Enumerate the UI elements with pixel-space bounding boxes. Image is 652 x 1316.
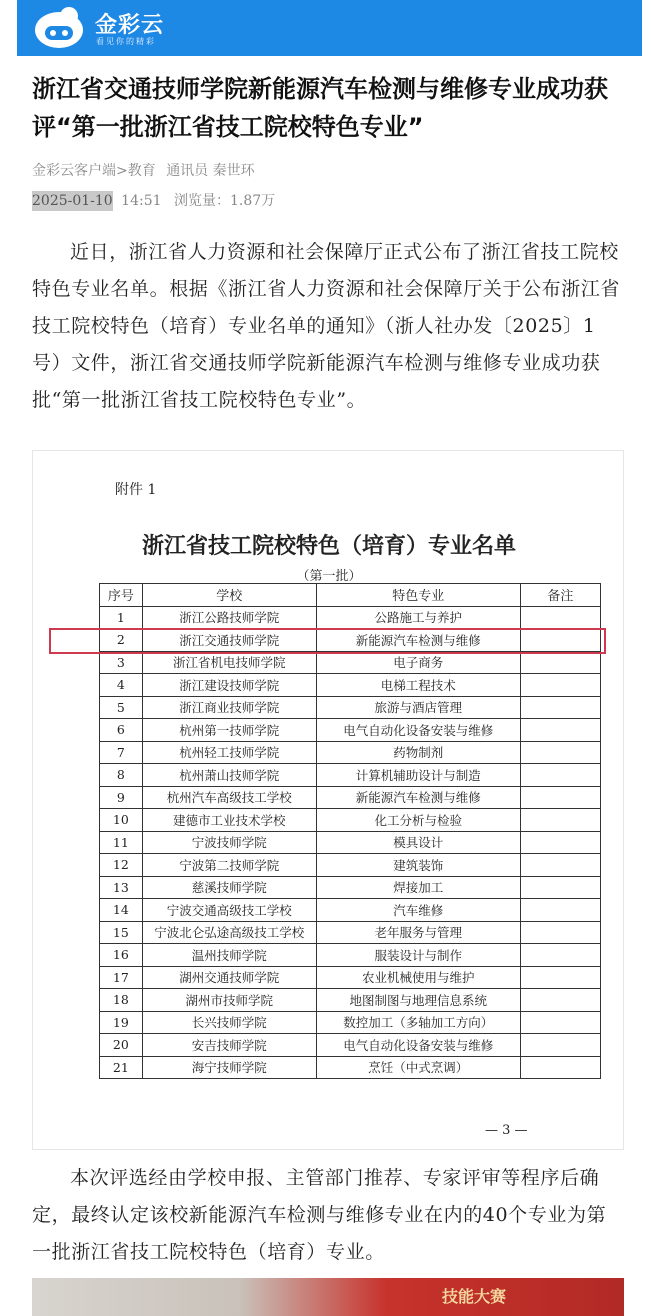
article-paragraph-2: 本次评选经由学校申报、主管部门推荐、专家评审等程序后确定，最终认定该校新能源汽车检测与维修专业在内的40个专业为第一批浙江省技工院校特色（培育）专业。 bbox=[32, 1167, 607, 1263]
table-cell: 10 bbox=[100, 809, 143, 832]
table-cell: 1 bbox=[100, 606, 143, 629]
table-cell: 17 bbox=[100, 966, 143, 989]
table-row bbox=[100, 989, 601, 1012]
table-cell: 湖州交通技师学院 bbox=[142, 966, 316, 989]
table-cell: 电气自动化设备安装与维修 bbox=[316, 719, 520, 742]
brand-slogan: 看见你的精彩 bbox=[96, 37, 156, 46]
table-cell: 浙江公路技师学院 bbox=[142, 606, 316, 629]
document-subtitle: （第一批） bbox=[296, 569, 362, 584]
table-cell: 20 bbox=[100, 1034, 143, 1057]
table-cell bbox=[520, 876, 600, 899]
table-cell: 安吉技师学院 bbox=[142, 1034, 316, 1057]
article-date-line bbox=[32, 190, 275, 210]
table-cell: 13 bbox=[100, 876, 143, 899]
table-cell: 杭州第一技师学院 bbox=[142, 719, 316, 742]
table-cell: 3 bbox=[100, 651, 143, 674]
table-cell: 宁波交通高级技工学校 bbox=[142, 899, 316, 922]
table-cell: 公路施工与养护 bbox=[316, 606, 520, 629]
table-cell: 建筑装饰 bbox=[316, 854, 520, 877]
document-annex: 附件 1 bbox=[115, 482, 157, 498]
table-cell bbox=[520, 854, 600, 877]
table-row bbox=[100, 899, 601, 922]
table-cell: 浙江省机电技师学院 bbox=[142, 651, 316, 674]
table-row bbox=[100, 921, 601, 944]
table-header: 序号 bbox=[100, 584, 143, 607]
table-cell bbox=[520, 719, 600, 742]
table-row bbox=[100, 1056, 601, 1079]
table-cell bbox=[520, 1034, 600, 1057]
table-cell: 温州技师学院 bbox=[142, 944, 316, 967]
table-cell: 16 bbox=[100, 944, 143, 967]
table-cell: 长兴技师学院 bbox=[142, 1011, 316, 1034]
table-cell: 慈溪技师学院 bbox=[142, 876, 316, 899]
article-time: 14:51 bbox=[121, 193, 162, 209]
table-row bbox=[100, 696, 601, 719]
table-row bbox=[100, 606, 601, 629]
table-header: 特色专业 bbox=[316, 584, 520, 607]
table-cell: 烹饪（中式烹调） bbox=[316, 1056, 520, 1079]
table-cell: 9 bbox=[100, 786, 143, 809]
table-cell bbox=[520, 651, 600, 674]
table-cell bbox=[520, 696, 600, 719]
table-cell bbox=[520, 786, 600, 809]
table-row bbox=[100, 651, 601, 674]
table-row bbox=[100, 674, 601, 697]
table-row bbox=[100, 764, 601, 787]
article-views: 浏览量：1.87万 bbox=[173, 193, 276, 209]
table-cell: 浙江交通技师学院 bbox=[142, 629, 316, 652]
article-source-line bbox=[32, 160, 261, 180]
table-cell: 地图制图与地理信息系统 bbox=[316, 989, 520, 1012]
table-row bbox=[100, 831, 601, 854]
table-row bbox=[100, 786, 601, 809]
table-cell: 服装设计与制作 bbox=[316, 944, 520, 967]
table-cell: 电梯工程技术 bbox=[316, 674, 520, 697]
article-author: 通讯员 秦世环 bbox=[166, 163, 255, 179]
table-cell: 19 bbox=[100, 1011, 143, 1034]
table-cell bbox=[520, 1056, 600, 1079]
photo-text: 技能大赛 bbox=[442, 1287, 507, 1306]
table-row bbox=[100, 1034, 601, 1057]
table-row bbox=[100, 876, 601, 899]
table-cell bbox=[520, 809, 600, 832]
table-cell: 电子商务 bbox=[316, 651, 520, 674]
table-cell: 浙江商业技师学院 bbox=[142, 696, 316, 719]
table-cell bbox=[520, 606, 600, 629]
table-row bbox=[100, 741, 601, 764]
table-header-row bbox=[100, 584, 601, 607]
table-cell: 杭州轻工技师学院 bbox=[142, 741, 316, 764]
table-cell: 建德市工业技术学校 bbox=[142, 809, 316, 832]
table-row bbox=[100, 809, 601, 832]
table-cell bbox=[520, 764, 600, 787]
table-cell: 7 bbox=[100, 741, 143, 764]
table-cell: 15 bbox=[100, 921, 143, 944]
table-cell: 化工分析与检验 bbox=[316, 809, 520, 832]
table-header: 学校 bbox=[142, 584, 316, 607]
table-cell: 浙江建设技师学院 bbox=[142, 674, 316, 697]
brand-name: 金彩云 bbox=[95, 13, 165, 38]
article-title: 浙江省交通技师学院新能源汽车检测与维修专业成功获评“第一批浙江省技工院校特色专业” bbox=[32, 75, 608, 141]
table-row bbox=[100, 944, 601, 967]
table-cell: 12 bbox=[100, 854, 143, 877]
table-cell: 18 bbox=[100, 989, 143, 1012]
table-cell bbox=[520, 989, 600, 1012]
table-row bbox=[100, 1011, 601, 1034]
article-source[interactable]: 金彩云客户端>教育 bbox=[32, 163, 156, 179]
table-cell bbox=[520, 921, 600, 944]
logo-icon[interactable] bbox=[33, 6, 85, 50]
table-cell: 宁波北仑弘途高级技工学校 bbox=[142, 921, 316, 944]
table-cell: 杭州汽车高级技工学校 bbox=[142, 786, 316, 809]
table-cell: 新能源汽车检测与维修 bbox=[316, 629, 520, 652]
table-cell: 农业机械使用与维护 bbox=[316, 966, 520, 989]
table-cell bbox=[520, 741, 600, 764]
article-paragraph-1: 近日，浙江省人力资源和社会保障厅正式公布了浙江省技工院校特色专业名单。根据《浙江省人力资源和社会保障厅关于公布浙江省技工院校特色（培育）专业名单的通知》（浙人社办发〔2025〕1号）文件，浙江省交通技师学院新能源汽车检测与维修专业成功获批“第一批浙江省技工院校特色专业”。 bbox=[32, 241, 621, 411]
table-row bbox=[100, 966, 601, 989]
table-cell: 旅游与酒店管理 bbox=[316, 696, 520, 719]
table-cell bbox=[520, 674, 600, 697]
article-photo[interactable] bbox=[32, 1278, 624, 1316]
table-cell: 电气自动化设备安装与维修 bbox=[316, 1034, 520, 1057]
table-cell: 数控加工（多轴加工方向） bbox=[316, 1011, 520, 1034]
table-header: 备注 bbox=[520, 584, 600, 607]
app-header bbox=[17, 0, 642, 56]
table-cell: 2 bbox=[100, 629, 143, 652]
document-image[interactable] bbox=[32, 450, 624, 1150]
table-cell bbox=[520, 899, 600, 922]
document-title: 浙江省技工院校特色（培育）专业名单 bbox=[141, 534, 516, 559]
article-date: 2025-01-10 bbox=[32, 193, 113, 209]
document-page-number: — 3 — bbox=[485, 1123, 528, 1138]
table-cell: 新能源汽车检测与维修 bbox=[316, 786, 520, 809]
table-cell: 杭州萧山技师学院 bbox=[142, 764, 316, 787]
table-cell: 老年服务与管理 bbox=[316, 921, 520, 944]
table-cell bbox=[520, 831, 600, 854]
table-cell: 模具设计 bbox=[316, 831, 520, 854]
table-cell: 宁波第二技师学院 bbox=[142, 854, 316, 877]
table-cell: 宁波技师学院 bbox=[142, 831, 316, 854]
table-cell: 汽车维修 bbox=[316, 899, 520, 922]
table-cell: 4 bbox=[100, 674, 143, 697]
table-cell: 8 bbox=[100, 764, 143, 787]
table-body bbox=[100, 606, 601, 1079]
table-cell: 6 bbox=[100, 719, 143, 742]
table-cell bbox=[520, 966, 600, 989]
table-cell: 海宁技师学院 bbox=[142, 1056, 316, 1079]
table-cell: 湖州市技师学院 bbox=[142, 989, 316, 1012]
table-cell: 计算机辅助设计与制造 bbox=[316, 764, 520, 787]
specialty-table bbox=[99, 583, 601, 1079]
table-row bbox=[100, 719, 601, 742]
table-cell: 21 bbox=[100, 1056, 143, 1079]
table-cell: 5 bbox=[100, 696, 143, 719]
table-row bbox=[100, 854, 601, 877]
table-cell: 11 bbox=[100, 831, 143, 854]
table-cell bbox=[520, 944, 600, 967]
table-cell: 14 bbox=[100, 899, 143, 922]
table-cell: 焊接加工 bbox=[316, 876, 520, 899]
table-cell bbox=[520, 1011, 600, 1034]
highlight-box bbox=[49, 628, 606, 654]
table-cell: 药物制剂 bbox=[316, 741, 520, 764]
